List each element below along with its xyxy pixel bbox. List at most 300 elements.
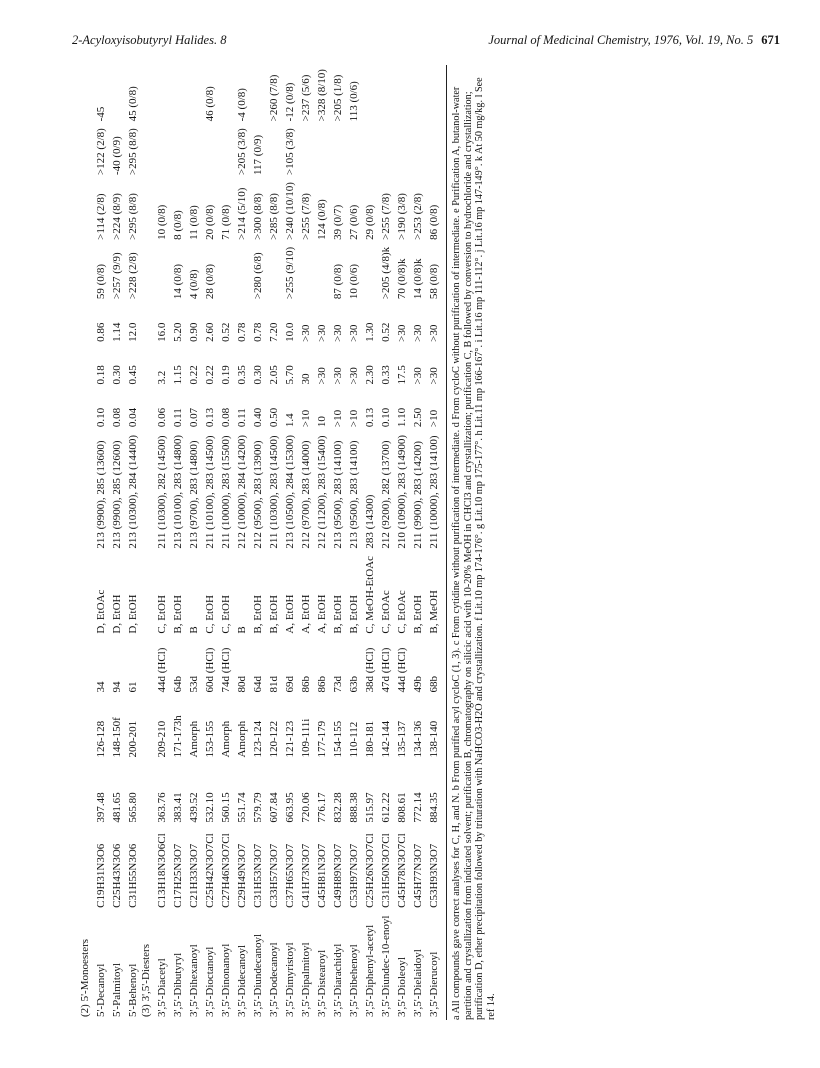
cell-purif: B [188,626,200,634]
cell-yield: 44d (HCl) [156,647,168,693]
cell-c3: 10.0 [284,322,296,342]
cell-mw: 560.15 [220,792,232,823]
table-row [91,65,107,1020]
cell-c6 [408,124,424,178]
cell-c3: >30 [412,324,424,342]
cell-yield: 63b [348,676,360,693]
cell-c1: 0.11 [172,408,184,428]
cell-yield: 73d [332,676,344,693]
cell-name: 3',5'-Diacetyl [156,958,168,1017]
cell-name: 3',5'-Dierucoyl [428,951,440,1017]
section-heading-row [78,65,91,1020]
cell-c2: >30 [316,367,328,385]
cell-c3: 12.0 [127,322,139,342]
cell-name: 3',5'-Diundecanoyl [252,933,264,1017]
cell-mw: 532.10 [204,792,216,823]
cell-c2: >30 [428,367,440,385]
cell-mp: 121-123 [284,720,296,758]
cell-mp: 134-136 [412,720,424,758]
cell-c7: 46 (0/8) [204,86,216,122]
cell-name: 3',5'-Dibehenoyl [348,944,360,1017]
cell-formula: C29H49N3O7 [236,843,248,908]
table-row [107,65,123,1020]
cell-yield: 69d [284,676,296,693]
cell-mw: 612.22 [380,792,392,823]
cell-yield: 64d [252,676,264,693]
cell-c6 [360,124,376,178]
cell-formula: C25H42N3O7Cl [204,833,216,908]
cell-c4 [296,243,312,302]
cell-c7 [168,65,184,124]
cell-formula: C45H78N3O7Cl [396,833,408,908]
cell-c2: >30 [412,367,424,385]
cell-c3: 0.90 [188,322,200,342]
cell-c5: >114 (2/8) [95,193,107,240]
cell-c5: >253 (2/8) [412,193,424,240]
cell-name: 5'-Behenoyl [127,963,139,1017]
cell-yield: 38d (HCl) [364,647,376,693]
cell-name: 3',5'-Dioleoyl [396,957,408,1017]
cell-formula: C31H50N3O7Cl [380,833,392,908]
cell-c5: >300 (8/8) [252,193,264,240]
cell-formula: C17H25N3O7 [172,843,184,908]
cell-c1: 0.11 [236,408,248,428]
cell-purif: A, EtOH [300,594,312,634]
cell-c7: -4 (0/8) [236,88,248,122]
cell-c3: 16.0 [156,322,168,342]
compound-table [78,65,440,1020]
cell-c4: >228 (2/8) [127,252,139,300]
cell-c2: 2.05 [268,365,280,385]
cell-c6: >105 (3/8) [284,128,296,176]
cell-c1: 0.07 [188,407,200,428]
cell-c4: >257 (9/9) [111,252,123,300]
cell-c7: -45 [95,106,107,122]
cell-c5: 124 (0/8) [316,199,328,240]
table-row [200,65,216,1020]
cell-c2: >30 [332,367,344,385]
cell-c5: 27 (0/6) [348,204,360,240]
cell-c7 [408,65,424,124]
cell-c4: >255 (9/10) [284,246,296,300]
cell-c1: 0.10 [95,407,107,428]
cell-c4: >280 (6/8) [252,252,264,300]
table-row [123,65,139,1020]
cell-uv: 213 (9500), 283 (14100) [332,440,344,549]
cell-formula: C31H53N3O7 [252,843,264,908]
cell-mw: 884.35 [428,792,440,823]
cell-c2: 2.30 [364,365,376,385]
cell-c4: 14 (0/8)k [412,258,424,300]
cell-c4 [312,243,328,302]
cell-name: 5'-Decanoyl [95,963,107,1017]
cell-purif: A, EtOH [284,594,296,634]
cell-uv: 210 (10900), 283 (14900) [396,435,408,549]
cell-yield: 64b [172,676,184,693]
cell-c2: 17.5 [396,365,408,385]
cell-yield: 68b [428,676,440,693]
cell-formula: C37H65N3O7 [284,843,296,908]
cell-purif: A, EtOH [316,594,328,634]
cell-c6: 117 (0/9) [252,134,264,176]
cell-c3: 0.78 [236,322,248,342]
cell-c5: 29 (0/8) [364,204,376,240]
cell-formula: C49H89N3O7 [332,843,344,908]
running-header-title: 2-Acyloxyisobutyryl Halides. 8 [72,33,227,47]
cell-purif: B, EtOH [252,595,264,634]
cell-c6 [376,124,392,178]
cell-yield: 74d (HCl) [220,647,232,693]
cell-purif: B, EtOH [348,595,360,634]
rotated-table [78,65,760,1020]
cell-c7 [184,65,200,124]
cell-name: 3',5'-Dimyristoyl [284,942,296,1017]
cell-formula: C25H43N3O6 [111,843,123,908]
page-number: 671 [761,33,780,47]
cell-mp: 109-111i [300,718,312,758]
cell-uv: 213 (9500), 283 (14100) [348,440,360,549]
cell-c7 [376,65,392,124]
cell-c6 [424,124,440,178]
cell-c1: 1.10 [396,407,408,428]
cell-c7 [107,65,123,124]
cell-c6 [296,124,312,178]
cell-mw: 663.95 [284,792,296,823]
cell-c1: 0.08 [220,407,232,428]
cell-c3: 5.20 [172,322,184,342]
cell-formula: C53H97N3O7 [348,843,360,908]
cell-name: 3',5'-Dibutyryl [172,952,184,1017]
cell-mp: Amorph [220,720,232,758]
cell-mp: 209-210 [156,720,168,758]
cell-c5: >224 (8/9) [111,193,123,240]
cell-c5: 71 (0/8) [220,204,232,240]
table-row [392,65,408,1020]
cell-mp: 171-173h [172,715,184,758]
cell-name: 3',5'-Dipalmitoyl [300,942,312,1017]
cell-c5: >214 (5/10) [236,187,248,240]
cell-c3: 1.14 [111,322,123,342]
cell-formula: C25H26N3O7Cl [364,833,376,908]
table-row [184,65,200,1020]
cell-c5: 39 (0/7) [332,204,344,240]
table-row [280,65,296,1020]
cell-mp: 138-140 [428,720,440,758]
cell-mp: 148-150f [111,717,123,758]
cell-purif: B, EtOH [172,595,184,634]
cell-c1: 0.13 [364,407,376,428]
cell-mp: Amorph [236,720,248,758]
cell-purif: B, EtOH [332,595,344,634]
cell-c4: 87 (0/8) [332,264,344,300]
table-row [312,65,328,1020]
cell-c5: >255 (7/8) [380,193,392,240]
cell-purif: B, EtOH [268,595,280,634]
cell-mw: 832.28 [332,792,344,823]
cell-c5: >285 (8/8) [268,193,280,240]
cell-formula: C13H18N3O6Cl [156,833,168,908]
cell-c1: 0.13 [204,407,216,428]
cell-uv: 213 (9900), 285 (13600) [95,440,107,549]
cell-c6 [184,124,200,178]
cell-mp: 120-122 [268,720,280,758]
cell-c1: >10 [348,409,360,428]
cell-uv: 212 (10000), 284 (14200) [236,435,248,549]
cell-c5: >295 (8/8) [127,193,139,240]
cell-purif: D, EtOH [111,594,123,634]
cell-name: 3',5'-Diarachidyl [332,943,344,1017]
cell-c3: >30 [332,324,344,342]
cell-c2: >30 [348,367,360,385]
cell-purif: C, EtOAc [380,590,392,634]
cell-c3: 0.52 [380,322,392,342]
cell-uv: 283 (14300) [364,494,376,549]
cell-c2: 5.70 [284,365,296,385]
table-row [296,65,312,1020]
cell-yield: 53d [188,676,200,693]
cell-c6 [344,124,360,178]
table-row [152,65,168,1020]
cell-yield: 81d [268,676,280,693]
table-row [360,65,376,1020]
cell-name: 3',5'-Dielaidoyl [412,949,424,1017]
cell-mp: 123-124 [252,720,264,758]
cell-c1: 10 [316,416,328,428]
cell-purif: C, EtOH [220,595,232,634]
section-title: (2) 5'-Monoesters [79,938,91,1017]
cell-c6 [312,124,328,178]
cell-name: 3',5'-Dodecanoyl [268,942,280,1017]
table-row [328,65,344,1020]
cell-mw: 579.79 [252,792,264,823]
cell-c6 [216,124,232,178]
cell-c5: >240 (10/10) [284,182,296,240]
cell-c6 [168,124,184,178]
cell-c2: 30 [300,373,312,385]
cell-uv: 212 (11200), 283 (15400) [316,435,328,549]
cell-mw: 776.17 [316,792,328,823]
cell-c1: 0.40 [252,407,264,428]
cell-c5: >255 (7/8) [300,193,312,240]
cell-c2: 0.35 [236,365,248,385]
cell-mp: 126-128 [95,720,107,758]
table-row [264,65,280,1020]
cell-c7: >260 (7/8) [268,74,280,122]
table-row [344,65,360,1020]
cell-mw: 439.52 [188,792,200,823]
cell-mw: 551.74 [236,792,248,823]
cell-c3: >30 [396,324,408,342]
cell-purif: C, MeOH-EtOAc [364,556,376,634]
cell-mw: 808.61 [396,792,408,823]
section-title: (3) 3',5'-Diesters [140,944,152,1017]
cell-formula: C41H73N3O7 [300,843,312,908]
cell-c5: >190 (3/8) [396,193,408,240]
cell-yield: 61 [127,681,139,693]
cell-purif: C, EtOAc [396,590,408,634]
cell-uv: 212 (9500), 283 (13900) [252,440,264,549]
cell-mp: 142-144 [380,720,392,758]
cell-c1: 0.06 [156,407,168,428]
cell-c4: 28 (0/8) [204,264,216,300]
cell-uv: 213 (10100), 283 (14800) [172,435,184,549]
cell-uv: 212 (9200), 282 (13700) [380,440,392,549]
cell-mp: 177-179 [316,720,328,758]
cell-c2: 0.30 [111,365,123,385]
cell-c1: >10 [300,409,312,428]
cell-c4: 10 (0/6) [348,264,360,300]
cell-c4 [360,243,376,302]
cell-c5: 11 (0/8) [188,205,200,240]
cell-c7 [152,65,168,124]
cell-c3: 0.78 [252,322,264,342]
table-row [408,65,424,1020]
cell-mw: 720.06 [300,792,312,823]
cell-c3: 0.52 [220,322,232,342]
cell-purif: C, EtOH [156,595,168,634]
cell-c3: 0.86 [95,322,107,342]
cell-c7 [424,65,440,124]
cell-name: 3',5'-Didecanoyl [236,944,248,1017]
cell-uv: 213 (9700), 283 (14800) [188,440,200,549]
cell-uv: 211 (9900), 283 (14200) [412,440,424,549]
cell-c4: 70 (0/8)k [396,258,408,300]
cell-c4: 4 (0/8) [188,269,200,300]
cell-c6 [328,124,344,178]
cell-c1: >10 [332,409,344,428]
cell-c2: 0.19 [220,365,232,385]
cell-c3: >30 [316,324,328,342]
cell-name: 3',5'-Diphenyl-acetyl [364,924,376,1017]
cell-c4 [264,243,280,302]
section-heading-row [139,65,152,1020]
cell-uv: 211 (10000), 283 (15500) [220,435,232,549]
cell-formula: C33H57N3O7 [268,843,280,908]
cell-c2: 0.45 [127,365,139,385]
cell-yield: 86b [316,676,328,693]
cell-c4: 59 (0/8) [95,264,107,300]
cell-c3: 2.60 [204,322,216,342]
cell-c7 [248,65,264,124]
cell-mp: Amorph [188,720,200,758]
cell-c2: 3.2 [156,370,168,385]
cell-mw: 888.38 [348,792,360,823]
cell-c2: 0.33 [380,365,392,385]
cell-c4 [152,243,168,302]
cell-purif: B [236,626,248,634]
cell-mw: 772.14 [412,792,424,823]
cell-c7 [392,65,408,124]
cell-yield: 34 [95,681,107,693]
cell-c6: >122 (2/8) [95,128,107,176]
cell-mw: 383.41 [172,792,184,823]
cell-c6: -40 (0/9) [111,136,123,176]
cell-purif: B, EtOH [412,595,424,634]
cell-c3: 1.30 [364,322,376,342]
cell-c4: 58 (0/8) [428,264,440,300]
cell-name: 5'-Palmitoyl [111,963,123,1017]
cell-c3: 7.20 [268,322,280,342]
cell-formula: C21H33N3O7 [188,843,200,908]
cell-mw: 565.80 [127,792,139,823]
cell-uv: 211 (10000), 283 (14100) [428,435,440,549]
cell-mp: 200-201 [127,720,139,758]
cell-c4 [232,243,248,302]
cell-yield: 60d (HCl) [204,647,216,693]
cell-mp: 135-137 [396,720,408,758]
cell-c1: 1.4 [284,413,296,428]
cell-c7: 113 (0/6) [348,81,360,122]
cell-purif: D, EtOAc [95,589,107,634]
table-row [168,65,184,1020]
cell-c2: 1.15 [172,365,184,385]
cell-mp: 180-181 [364,720,376,758]
cell-mw: 607.84 [268,792,280,823]
cell-mw: 481.65 [111,792,123,823]
cell-mw: 515.97 [364,792,376,823]
cell-uv: 211 (10300), 283 (14500) [268,435,280,549]
cell-c7: 45 (0/8) [127,86,139,122]
cell-c3: >30 [428,324,440,342]
running-header-journal [488,33,780,48]
table-row [232,65,248,1020]
cell-mp: 153-155 [204,720,216,758]
cell-name: 3',5'-Dioctanoyl [204,946,216,1017]
cell-formula: C45H81N3O7 [316,843,328,908]
table-body [78,65,440,1020]
cell-c7: >237 (5/6) [300,74,312,122]
cell-c1: 2.50 [412,407,424,428]
cell-purif: D, EtOH [127,594,139,634]
cell-uv: 211 (10300), 282 (14500) [156,435,168,549]
cell-c7 [216,65,232,124]
cell-yield: 86b [300,676,312,693]
cell-formula: C27H46N3O7Cl [220,833,232,908]
cell-name: 3',5'-Diundec-10-enoyl [380,915,392,1017]
cell-c2: 0.22 [188,365,200,385]
cell-formula: C19H31N3O6 [95,843,107,908]
cell-c2: 0.18 [95,365,107,385]
cell-c2: 0.22 [204,365,216,385]
cell-yield: 44d (HCl) [396,647,408,693]
cell-mw: 363.76 [156,792,168,823]
table-footnotes: a All compounds gave correct analyses for C, H, and N. b From purified acyl cycloC (1, 3). c From cytidine without purification of intermediate. d From cycloC without purification of intermediate. e Purification A, butanol-water partition and crystallization from indicated solvent; purification B, chromatography on silicic acid with 10-20% MeOH in CHCl3 and crystallization; purification C, B followed by conversion to hydrochloride and crystallization; purification D, ether precipitation followed by trituration with NaHCO3-H2O and crystallization. f Lit.10 mp 174-176°. g Lit.10 mp 175-177°. h Lit.11 mp 166-167°. i Lit.16 mp 111-112°. j Lit.16 mp 147-149°. k At 50 mg/kg. l See ref 14. [446,65,497,1020]
cell-c7: -12 (0/8) [284,82,296,122]
cell-c6: >205 (3/8) [236,128,248,176]
cell-formula: C53H93N3O7 [428,843,440,908]
cell-c5: 8 (0/8) [172,210,184,240]
cell-mw: 397.48 [95,792,107,823]
cell-c6 [392,124,408,178]
cell-yield: 80d [236,676,248,693]
cell-formula: C45H77N3O7 [412,843,424,908]
cell-c6 [200,124,216,178]
table-row [424,65,440,1020]
cell-yield: 49b [412,676,424,693]
cell-yield: 47d (HCl) [380,647,392,693]
cell-uv: 213 (10300), 284 (14400) [127,435,139,549]
table-row [376,65,392,1020]
cell-c1: 0.08 [111,407,123,428]
cell-c6 [152,124,168,178]
cell-uv: 213 (9900), 285 (12600) [111,440,123,549]
cell-name: 3',5'-Distearoyl [316,949,328,1017]
cell-purif: C, EtOH [204,595,216,634]
cell-c1: >10 [428,409,440,428]
cell-c3: >30 [348,324,360,342]
cell-c5: 10 (0/8) [156,204,168,240]
cell-c2: 0.30 [252,365,264,385]
